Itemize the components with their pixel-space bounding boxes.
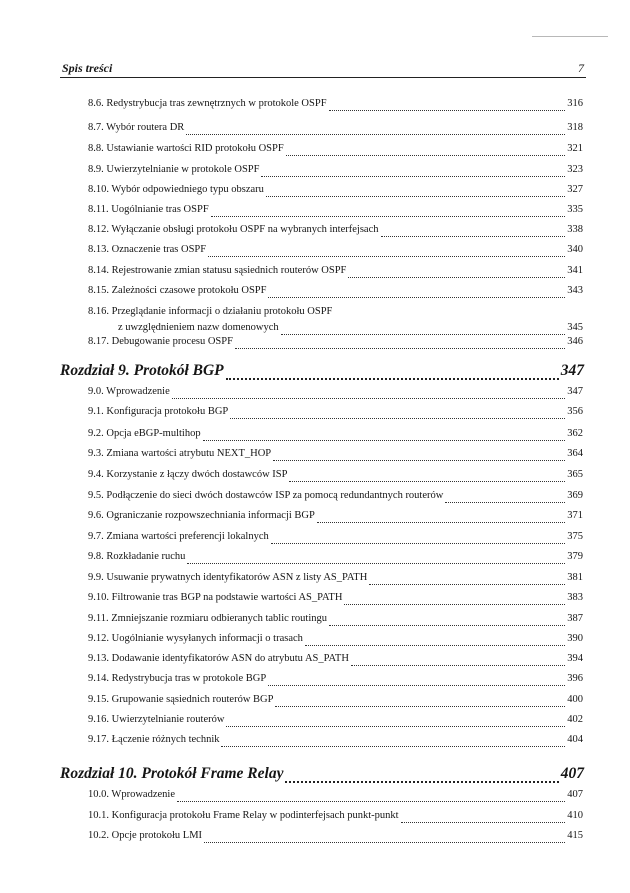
toc-entry-title: 10.0. Wprowadzenie — [88, 789, 175, 800]
toc-entry — [88, 204, 583, 220]
toc-page-number: 407 — [567, 789, 583, 800]
toc-entry-title: 8.8. Ustawianie wartości RID protokołu OSPF — [88, 143, 284, 154]
dot-leader — [329, 110, 566, 111]
toc-entry — [88, 572, 583, 588]
header-page-number: 7 — [578, 61, 584, 75]
toc-entry — [88, 224, 583, 240]
toc-entry-title: 9.10. Filtrowanie tras BGP na podstawie wartości AS_PATH — [88, 592, 343, 603]
toc-entry-title: 8.17. Debugowanie procesu OSPF — [88, 336, 233, 347]
dot-leader — [289, 481, 565, 482]
toc-page-number: 415 — [567, 830, 583, 841]
toc-entry-title: 9.2. Opcja eBGP-multihop — [88, 428, 201, 439]
dot-leader — [271, 543, 565, 544]
toc-page-number: 383 — [567, 592, 583, 603]
header-rule — [60, 77, 586, 78]
toc-entry — [88, 285, 583, 301]
toc-page-number: 410 — [567, 810, 583, 821]
toc-page-number: 335 — [567, 204, 583, 215]
toc-page-number: 394 — [567, 653, 583, 664]
toc-page-number: 387 — [567, 613, 583, 624]
toc-page-number: 321 — [567, 143, 583, 154]
toc-entry-title: 9.13. Dodawanie identyfikatorów ASN do atrybutu AS_PATH — [88, 653, 349, 664]
toc-entry-title: 9.3. Zmiana wartości atrybutu NEXT_HOP — [88, 448, 272, 459]
toc-page-number: 340 — [567, 244, 583, 255]
toc-entry-title: 8.16. Przeglądanie informacji o działaniu protokołu OSPF — [88, 306, 333, 317]
toc-entry — [88, 244, 583, 260]
toc-entry-title: 9.14. Redystrybucja tras w protokole BGP — [88, 673, 267, 684]
toc-entry — [88, 386, 583, 402]
toc-entry — [88, 613, 583, 629]
toc-page-number: 379 — [567, 551, 583, 562]
toc-entry — [88, 428, 583, 444]
toc-page-number: 390 — [567, 633, 583, 644]
chapter-title: Rozdział 9. Protokół BGP — [60, 362, 224, 379]
toc-page-number: 404 — [567, 734, 583, 745]
toc-entry — [88, 830, 583, 846]
toc-page-number: 341 — [567, 265, 583, 276]
dot-leader — [226, 726, 565, 727]
dot-leader — [275, 706, 565, 707]
toc-entry-title: 9.6. Ograniczanie rozpowszechniania informacji BGP — [88, 510, 315, 521]
toc-page-number: 318 — [567, 122, 583, 133]
dot-leader — [187, 563, 565, 564]
dot-leader — [344, 604, 565, 605]
dot-leader — [226, 378, 559, 380]
toc-page-number: 356 — [567, 406, 583, 417]
dot-leader — [305, 645, 565, 646]
toc-entry — [88, 164, 583, 180]
toc-entry-title: 9.7. Zmiana wartości preferencji lokalnych — [88, 531, 269, 542]
dot-leader — [235, 348, 565, 349]
toc-page-number: 365 — [567, 469, 583, 480]
toc-entry — [88, 531, 583, 547]
header-title: Spis treści — [62, 61, 113, 75]
toc-entry — [88, 406, 583, 422]
toc-entry — [88, 122, 583, 138]
toc-page-number: 347 — [560, 362, 584, 379]
dot-leader — [230, 418, 565, 419]
dot-leader — [273, 460, 565, 461]
toc-entry — [88, 694, 583, 710]
toc-page-number: 323 — [567, 164, 583, 175]
dot-leader — [351, 665, 565, 666]
toc-page-number: 346 — [567, 336, 583, 347]
toc-entry — [88, 184, 583, 200]
dot-leader — [177, 801, 565, 802]
toc-page-number: 345 — [567, 322, 583, 333]
dot-leader — [204, 842, 565, 843]
dot-leader — [208, 256, 565, 257]
toc-page-number: 362 — [567, 428, 583, 439]
toc-page-number: 316 — [567, 98, 583, 109]
toc-entry-title: 9.15. Grupowanie sąsiednich routerów BGP — [88, 694, 274, 705]
toc-entry — [88, 592, 583, 608]
toc-entry-title: 8.9. Uwierzytelnianie w protokole OSPF — [88, 164, 260, 175]
toc-page-number: 369 — [567, 490, 583, 501]
dot-leader — [329, 625, 565, 626]
toc-page-number: 343 — [567, 285, 583, 296]
dot-leader — [211, 216, 566, 217]
toc-entry-title: 8.15. Zależności czasowe protokołu OSPF — [88, 285, 267, 296]
toc-entry — [88, 714, 583, 730]
toc-entry — [88, 789, 583, 805]
toc-entry — [88, 653, 583, 669]
toc-entry-title: 9.9. Usuwanie prywatnych identyfikatorów ASN z listy AS_PATH — [88, 572, 368, 583]
toc-entry-title: 8.6. Redystrybucja tras zewnętrznych w protokole OSPF — [88, 98, 327, 109]
dot-leader — [266, 196, 565, 197]
dot-leader — [317, 522, 565, 523]
toc-page-number: 347 — [567, 386, 583, 397]
toc-page-number: 381 — [567, 572, 583, 583]
toc-entry — [88, 810, 583, 826]
toc-entry-title-cont: z uwzględnieniem nazw domenowych — [118, 322, 279, 333]
dot-leader — [203, 440, 566, 441]
toc-entry-title: 9.12. Uogólnianie wysyłanych informacji o trasach — [88, 633, 303, 644]
toc-entry-title: 8.13. Oznaczenie tras OSPF — [88, 244, 207, 255]
toc-page-number: 402 — [567, 714, 583, 725]
toc-page-number: 396 — [567, 673, 583, 684]
toc-entry-title: 9.4. Korzystanie z łączy dwóch dostawców ISP — [88, 469, 288, 480]
toc-entry — [88, 673, 583, 689]
toc-page-number: 407 — [560, 765, 584, 782]
toc-page-number: 400 — [567, 694, 583, 705]
toc-entry — [88, 336, 583, 352]
toc-entry-title: 8.12. Wyłączanie obsługi protokołu OSPF na wybranych interfejsach — [88, 224, 379, 235]
toc-entry-title: 8.11. Uogólnianie tras OSPF — [88, 204, 209, 215]
toc-entry — [88, 734, 583, 750]
dot-leader — [285, 781, 558, 783]
dot-leader — [369, 584, 565, 585]
toc-page-number: 371 — [567, 510, 583, 521]
toc-entry — [88, 551, 583, 567]
toc-entry-title: 9.16. Uwierzytelnianie routerów — [88, 714, 225, 725]
dot-leader — [281, 334, 566, 335]
dot-leader — [381, 236, 566, 237]
dot-leader — [445, 502, 565, 503]
dot-leader — [221, 746, 565, 747]
toc-entry — [88, 469, 583, 485]
toc-entry — [88, 490, 583, 506]
chapter-title: Rozdział 10. Protokół Frame Relay — [60, 765, 284, 782]
toc-entry-title: 9.5. Podłączenie do sieci dwóch dostawców ISP za pomocą redundantnych routerów — [88, 490, 444, 501]
toc-page-number: 327 — [567, 184, 583, 195]
dot-leader — [186, 134, 565, 135]
toc-entry — [88, 143, 583, 159]
toc-entry — [88, 448, 583, 464]
toc-entry-title: 9.0. Wprowadzenie — [88, 386, 170, 397]
toc-entry — [88, 306, 583, 338]
toc-entry-title: 9.8. Rozkładanie ruchu — [88, 551, 186, 562]
toc-entry — [88, 510, 583, 526]
dot-leader — [172, 398, 566, 399]
dot-leader — [268, 297, 565, 298]
toc-entry-title: 9.17. Łączenie różnych technik — [88, 734, 220, 745]
toc-page-number: 364 — [567, 448, 583, 459]
toc-page-number: 338 — [567, 224, 583, 235]
toc-entry-title: 10.1. Konfiguracja protokołu Frame Relay w podinterfejsach punkt-punkt — [88, 810, 399, 821]
dot-leader — [286, 155, 566, 156]
toc-entry — [88, 265, 583, 281]
toc-entry — [88, 633, 583, 649]
dot-leader — [261, 176, 565, 177]
chapter-heading — [60, 362, 584, 384]
toc-entry-title: 8.7. Wybór routera DR — [88, 122, 185, 133]
toc-entry-title: 9.11. Zmniejszanie rozmiaru odbieranych tablic routingu — [88, 613, 327, 624]
toc-entry-title: 8.14. Rejestrowanie zmian statusu sąsiednich routerów OSPF — [88, 265, 347, 276]
toc-page-number: 375 — [567, 531, 583, 542]
toc-entry — [88, 98, 583, 114]
chapter-heading — [60, 765, 584, 787]
dot-leader — [401, 822, 566, 823]
toc-entry-title: 9.1. Konfiguracja protokołu BGP — [88, 406, 229, 417]
dot-leader — [268, 685, 565, 686]
scan-edge-line — [532, 36, 608, 37]
toc-entry-title: 10.2. Opcje protokołu LMI — [88, 830, 203, 841]
dot-leader — [348, 277, 565, 278]
toc-entry-title: 8.10. Wybór odpowiedniego typu obszaru — [88, 184, 264, 195]
